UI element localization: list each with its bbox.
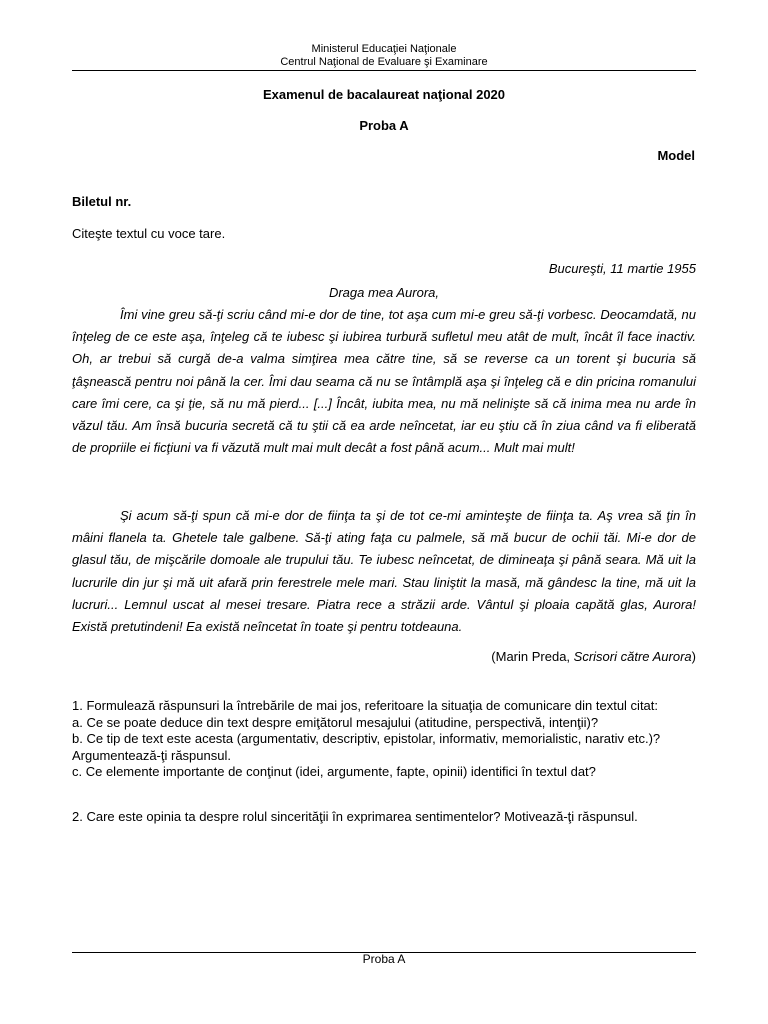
letter-paragraph-1	[72, 304, 696, 459]
question-1-b-cont: Argumentează-ţi răspunsul.	[72, 747, 231, 763]
letter-place-date: Bucureşti, 11 martie 1955	[548, 261, 696, 276]
question-2-text: 2. Care este opinia ta despre rolul sincerităţii în exprimarea sentimentelor? Motivează-ţi răspunsul.	[72, 809, 638, 824]
model-label: Model	[657, 148, 695, 163]
letter-paragraph-2	[72, 505, 696, 638]
center-header: Centrul Naţional de Evaluare şi Examinare	[280, 56, 488, 68]
exam-title: Examenul de bacalaureat naţional 2020	[262, 87, 506, 102]
footer-label: Proba A	[362, 952, 406, 966]
reading-instruction: Citeşte textul cu voce tare.	[72, 226, 226, 241]
ministry-header: Ministerul Educaţiei Naţionale	[311, 43, 457, 55]
question-1-b: b. Ce tip de text este acesta (argumentativ, descriptiv, epistolar, informativ, memorialistic, narativ etc.)?	[72, 731, 661, 746]
question-1-a: a. Ce se poate deduce din text despre emiţătorul mesajului (atitudine, perspectivă, intenţii)?	[72, 714, 599, 730]
proba-title: Proba A	[359, 118, 409, 133]
source-title: Scrisori către Aurora	[573, 649, 692, 664]
paragraph-text: Şi acum să-ţi spun că mi-e dor de fiinţa ta şi de tot ce-mi aminteşte de fiinţa ta. Aş vrea să ţin în mâini flanela ta. Ghetele tale galbene. Să-ţi ating faţa cu palmele, să mă bucur de ochii tăi. Mi-e dor de glasul tău, de mişcările domoale ale trupului tău. Te iubesc neîncetat, de dimineaţa şi până seara. Mă uit la lucrurile din jur şi mă uit afară prin ferestrele mele mari. Stau liniştit la masă, mă gândesc la tine, mă uit la lucruri... Lemnul uscat al mesei tresare. Piatra rece a străzii arde. Vântul şi ploaia capătă glas, Aurora! Există pretutindeni! Ea există neîncetat în toate şi pentru totdeauna.	[72, 508, 696, 635]
source-close: )	[691, 649, 696, 664]
question-2	[72, 809, 696, 826]
source-author: (Marin Preda,	[491, 649, 574, 664]
question-1	[72, 698, 696, 781]
question-1-c: c. Ce elemente importante de conţinut (idei, argumente, fapte, opinii) identifici în textul dat?	[72, 764, 596, 779]
question-1-intro: 1. Formulează răspunsuri la întrebările de mai jos, referitoare la situaţia de comunicare din textul citat:	[72, 698, 659, 713]
letter-source	[491, 649, 696, 664]
ticket-label: Biletul nr.	[72, 194, 132, 209]
letter-greeting: Draga mea Aurora,	[328, 285, 440, 300]
header-divider	[72, 70, 696, 71]
paragraph-text: Îmi vine greu să-ţi scriu când mi-e dor de tine, tot aşa cum mi-e greu să-ţi vorbesc. Deocamdată, nu înţeleg de ce este aşa, înţeleg că te iubesc şi iubirea turbură sufletul meu atât de mult, încât îl face inactiv. Oh, ar trebui să curgă de-a valma simţirea mea către tine, să se reverse ca un torent şi bucuria să ţâşnească pentru noi până la cer. Îmi dau seama că nu se întâmplă aşa şi înţeleg că e din pricina romanului care îmi cere, ca şi ţie, să nu mă pierd... [...] Încât, iubita mea, nu mă nelinişte să că inima mea nu arde în văzul tău. Am însă bucuria secretă că tu ştii că ea arde neîncetat, iar eu ştiu că în ziua când va fi eliberată de propriile ei ficţiuni va fi văzută mult mai mult decât a fost până acum... Mult mai mult!	[72, 307, 696, 456]
